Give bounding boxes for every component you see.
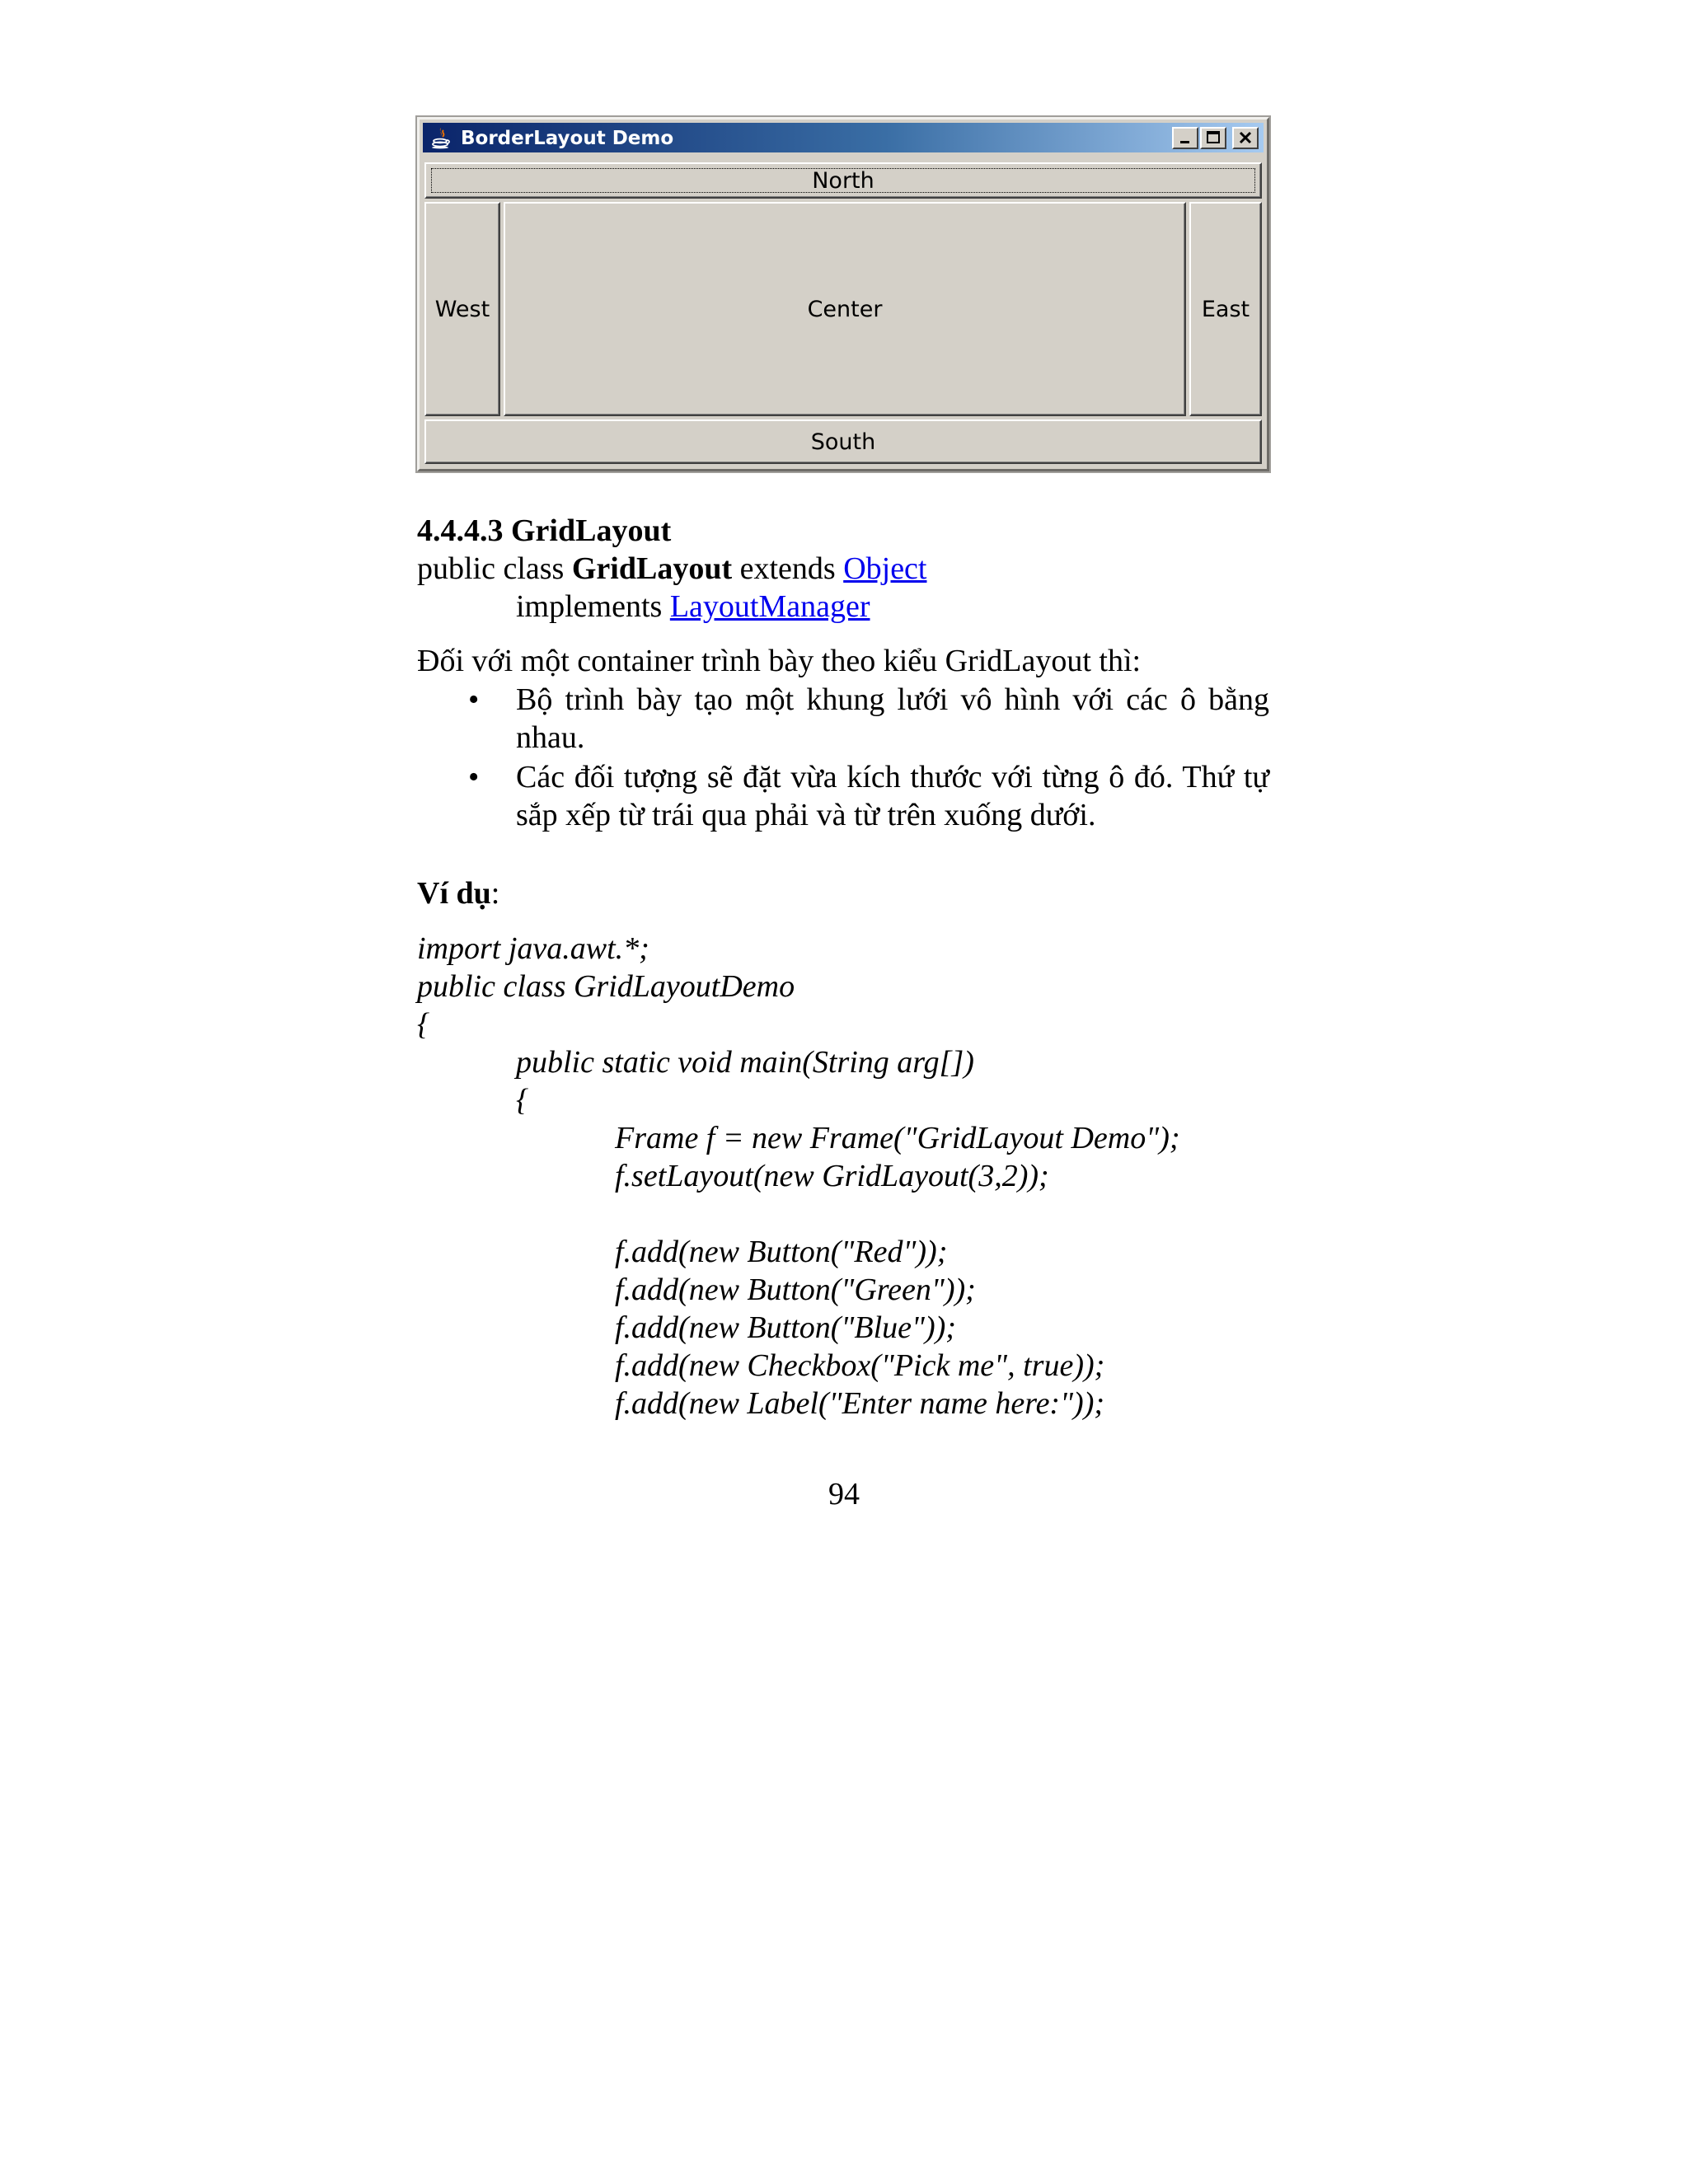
example-label-colon: : — [490, 876, 500, 911]
close-button[interactable] — [1232, 127, 1259, 149]
class-declaration — [417, 550, 926, 588]
decl-class-name: GridLayout — [571, 551, 733, 586]
north-label: North — [812, 167, 874, 194]
decl-prefix: public class — [417, 551, 572, 586]
code-line: import java.awt.*; — [417, 931, 649, 966]
window-title: BorderLayout Demo — [461, 128, 674, 149]
implements-line — [516, 588, 870, 626]
west-button[interactable] — [424, 202, 500, 416]
code-line: f.setLayout(new GridLayout(3,2)); — [615, 1159, 1049, 1193]
layoutmanager-link[interactable]: LayoutManager — [669, 589, 870, 624]
center-button[interactable] — [504, 202, 1186, 416]
section-heading: 4.4.4.3 GridLayout — [417, 513, 672, 548]
code-line: public static void main(String arg[]) — [516, 1045, 974, 1080]
bullet-item: Các đối tượng sẽ đặt vừa kích thước với từng ô đó. Thứ tự sắp xếp từ trái qua phải và từ trên xuống dưới. — [516, 760, 1269, 832]
code-line: { — [417, 1007, 430, 1042]
bullet-marker: • — [468, 682, 480, 717]
south-button[interactable] — [424, 419, 1262, 464]
example-label — [417, 874, 499, 912]
java-icon — [429, 126, 452, 149]
east-button[interactable] — [1189, 202, 1262, 416]
close-icon — [1234, 129, 1257, 148]
north-button[interactable] — [424, 162, 1262, 199]
minimize-button[interactable] — [1172, 127, 1198, 149]
object-link[interactable]: Object — [843, 551, 927, 586]
code-line: f.add(new Button("Red")); — [615, 1235, 948, 1269]
focus-ring — [431, 168, 1255, 193]
code-line: f.add(new Button("Blue")); — [615, 1310, 956, 1345]
code-line: f.add(new Label("Enter name here:")); — [615, 1386, 1105, 1421]
bullet-item: Bộ trình bày tạo một khung lưới vô hình với các ô bằng nhau. — [516, 682, 1269, 755]
minimize-icon — [1174, 129, 1197, 148]
impl-prefix: implements — [516, 589, 670, 624]
decl-extends: extends — [732, 551, 844, 586]
east-label: East — [1201, 296, 1250, 322]
bullet-marker: • — [468, 760, 480, 794]
maximize-button[interactable] — [1200, 127, 1226, 149]
west-label: West — [434, 296, 490, 322]
page-number: 94 — [828, 1477, 860, 1511]
example-label-text: Ví dụ — [417, 876, 491, 911]
code-line: Frame f = new Frame("GridLayout Demo"); — [615, 1121, 1180, 1155]
intro-paragraph: Đối với một container trình bày theo kiểu GridLayout thì: — [417, 644, 1142, 678]
code-line: { — [516, 1083, 529, 1118]
code-line: public class GridLayoutDemo — [417, 969, 795, 1004]
center-label: Center — [807, 296, 883, 322]
code-line: f.add(new Checkbox("Pick me", true)); — [615, 1348, 1105, 1383]
borderlayout-demo-window — [417, 117, 1269, 471]
code-line: f.add(new Button("Green")); — [615, 1272, 976, 1307]
window-titlebar[interactable] — [423, 123, 1264, 152]
maximize-icon — [1202, 129, 1225, 148]
south-label: South — [810, 429, 876, 455]
